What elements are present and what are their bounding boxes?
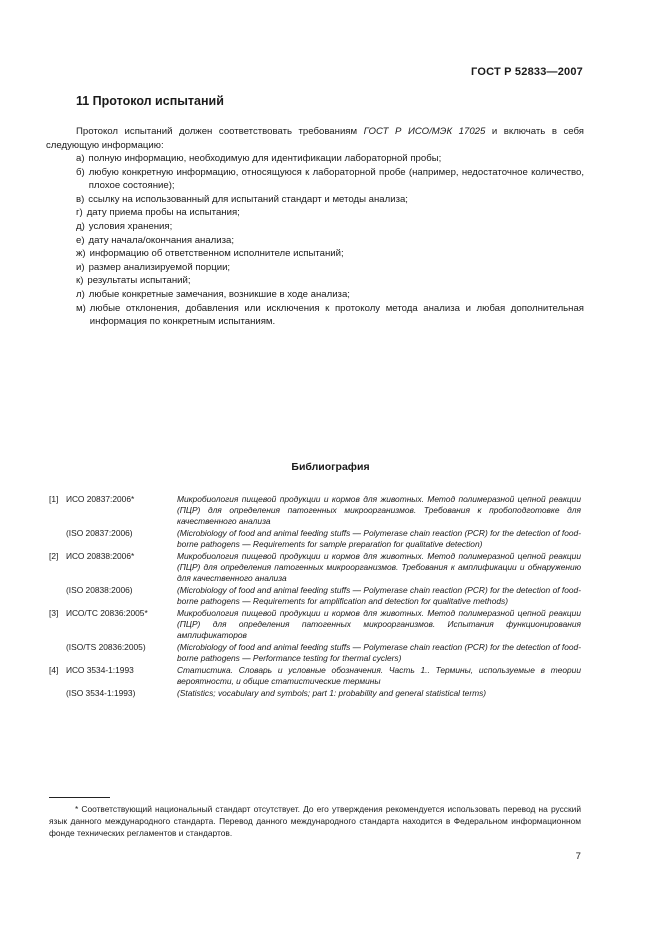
bibliography-entry-title: Статистика. Словарь и условные обозначения. Часть 1.. Термины, используемые в теории вероятности, и общие статистические термины bbox=[177, 665, 581, 686]
list-item-marker: к) bbox=[76, 275, 84, 287]
bibliography-entry-reference: ИСО 3534-1:1993 bbox=[66, 665, 134, 675]
list-item-marker: д) bbox=[76, 220, 85, 232]
list-item bbox=[76, 288, 584, 302]
bibliography-entry bbox=[49, 528, 581, 550]
bibliography-entry bbox=[49, 642, 581, 664]
bibliography-entry-reference: ИСО/ТС 20836:2005* bbox=[66, 608, 148, 618]
list-item-text: полную информацию, необходимую для идентификации лабораторной пробы; bbox=[88, 153, 442, 164]
bibliography-entry-number: [4] bbox=[49, 665, 59, 675]
list-item-text: ссылку на использованный для испытаний стандарт и методы анализа; bbox=[88, 193, 408, 205]
list-item-marker: в) bbox=[76, 193, 85, 205]
list-item bbox=[76, 234, 584, 248]
bibliography-entry-number bbox=[49, 585, 66, 607]
list-item-marker: г) bbox=[76, 207, 83, 219]
bibliography-entry-number bbox=[49, 642, 66, 664]
list-item-text: дату начала/окончания анализа; bbox=[88, 234, 235, 246]
list-item bbox=[76, 247, 584, 261]
bibliography-entry-title: (Microbiology of food and animal feeding stuffs — Polymerase chain reaction (PCR) for the detection of food-borne pathogens — Requirements for sample preparation for qualitative detection) bbox=[177, 528, 581, 549]
bibliography-entry-reference: (ISO 20838:2006) bbox=[66, 585, 133, 595]
bibliography-entry bbox=[49, 665, 581, 687]
bibliography-entry-number: [3] bbox=[49, 608, 59, 618]
list-item-marker: ж) bbox=[76, 248, 86, 260]
list-item-marker: и) bbox=[76, 261, 85, 273]
intro-standard-reference: ГОСТ Р ИСО/МЭК 17025 bbox=[363, 126, 486, 137]
list-item-marker: б) bbox=[76, 166, 85, 178]
list-item bbox=[76, 274, 584, 288]
bibliography-entry-title: (Microbiology of food and animal feeding stuffs — Polymerase chain reaction (PCR) for the detection of food-borne pathogens — Performance testing for thermal cyclers) bbox=[177, 642, 581, 663]
list-item-marker: л) bbox=[76, 288, 85, 300]
list-item-text: размер анализируемой порции; bbox=[88, 261, 231, 273]
bibliography-entry-reference: (ISO/TS 20836:2005) bbox=[66, 642, 146, 652]
bibliography-entry bbox=[49, 494, 581, 527]
list-item-text: дату приема пробы на испытания; bbox=[86, 207, 240, 219]
list-item-text: информацию об ответственном исполнителе испытаний; bbox=[89, 248, 344, 260]
bibliography-list bbox=[49, 494, 581, 700]
bibliography-entry-number: [1] bbox=[49, 494, 59, 504]
bibliography-title: Библиография bbox=[291, 461, 370, 473]
intro-text-end: и включать в себя следующую информацию: bbox=[46, 126, 584, 151]
list-item bbox=[76, 302, 584, 329]
bibliography-entry-reference: (ISO 3534-1:1993) bbox=[66, 688, 136, 698]
bibliography-entry bbox=[49, 585, 581, 607]
bibliography-entry bbox=[49, 608, 581, 641]
list-item bbox=[76, 193, 584, 207]
bibliography-entry-title: Микробиология пищевой продукции и кормов для животных. Метод полимеразной цепной реакции (ПЦР) для определения патогенных микроорганизмов. Требования к амплификации и обнаружению для качественного анализа bbox=[177, 551, 581, 583]
bibliography-entry bbox=[49, 551, 581, 584]
document-code-header: ГОСТ Р 52833—2007 bbox=[471, 66, 583, 78]
bibliography-entry-title: Микробиология пищевой продукции и кормов для животных. Метод полимеразной цепной реакции (ПЦР) для определения патогенных микроорганизмов. Требования к пробоподготовке для качественного анализа bbox=[177, 494, 581, 526]
bibliography-entry-reference: ИСО 20837:2006* bbox=[66, 494, 135, 504]
section-title: 11 Протокол испытаний bbox=[76, 94, 224, 108]
bibliography-entry-number: [2] bbox=[49, 551, 59, 561]
list-item-marker: е) bbox=[76, 234, 85, 246]
bibliography-entry-title: (Statistics; vocabulary and symbols; part 1: probability and general statistical terms) bbox=[177, 688, 487, 698]
list-item-marker: м) bbox=[76, 302, 86, 314]
list-item bbox=[76, 166, 584, 193]
list-item bbox=[76, 220, 584, 234]
list-item-text: условия хранения; bbox=[88, 220, 173, 232]
bibliography-entry-reference: ИСО 20838:2006* bbox=[66, 551, 135, 561]
report-requirements-list bbox=[76, 152, 584, 329]
bibliography-entry-title: Микробиология пищевой продукции и кормов для животных. Метод полимеразной цепной реакции (ПЦР) для определения патогенных микроорганизмов. Испытания функционирования амплификаторов bbox=[177, 608, 581, 640]
bibliography-entry-number bbox=[49, 528, 66, 550]
intro-text-start: Протокол испытаний должен соответствовать требованиям bbox=[76, 126, 364, 137]
bibliography-entry-reference: (ISO 20837:2006) bbox=[66, 528, 133, 538]
list-item-text: любые конкретные замечания, возникшие в ходе анализа; bbox=[88, 288, 350, 300]
list-item-text: любые отклонения, добавления или исключения к протоколу метода анализа и любая дополнительная информация по конкретным испытаниям. bbox=[89, 302, 584, 328]
bibliography-entry-number bbox=[49, 688, 66, 699]
footnote-separator bbox=[49, 797, 110, 798]
list-item-text: любую конкретную информацию, относящуюся к лабораторной пробе (например, недостаточное количество, плохое состояние); bbox=[88, 166, 584, 192]
section-intro-paragraph bbox=[46, 125, 584, 152]
bibliography-entry bbox=[49, 688, 581, 699]
list-item bbox=[76, 152, 584, 166]
bibliography-entry-title: (Microbiology of food and animal feeding stuffs — Polymerase chain reaction (PCR) for the detection of food-borne pathogens — Requirements for amplification and detection for qualitative methods) bbox=[177, 585, 581, 606]
page-number: 7 bbox=[575, 851, 581, 862]
list-item bbox=[76, 206, 584, 220]
footnote-text: * Соответствующий национальный стандарт отсутствует. До его утверждения рекомендуется использовать перевод на русский язык данного международного стандарта. Перевод данного международного стандарта находится в Федеральном информационном фонде технических регламентов и стандартов. bbox=[49, 804, 581, 839]
list-item-text: результаты испытаний; bbox=[87, 275, 191, 287]
list-item-marker: а) bbox=[76, 153, 85, 164]
list-item bbox=[76, 261, 584, 275]
